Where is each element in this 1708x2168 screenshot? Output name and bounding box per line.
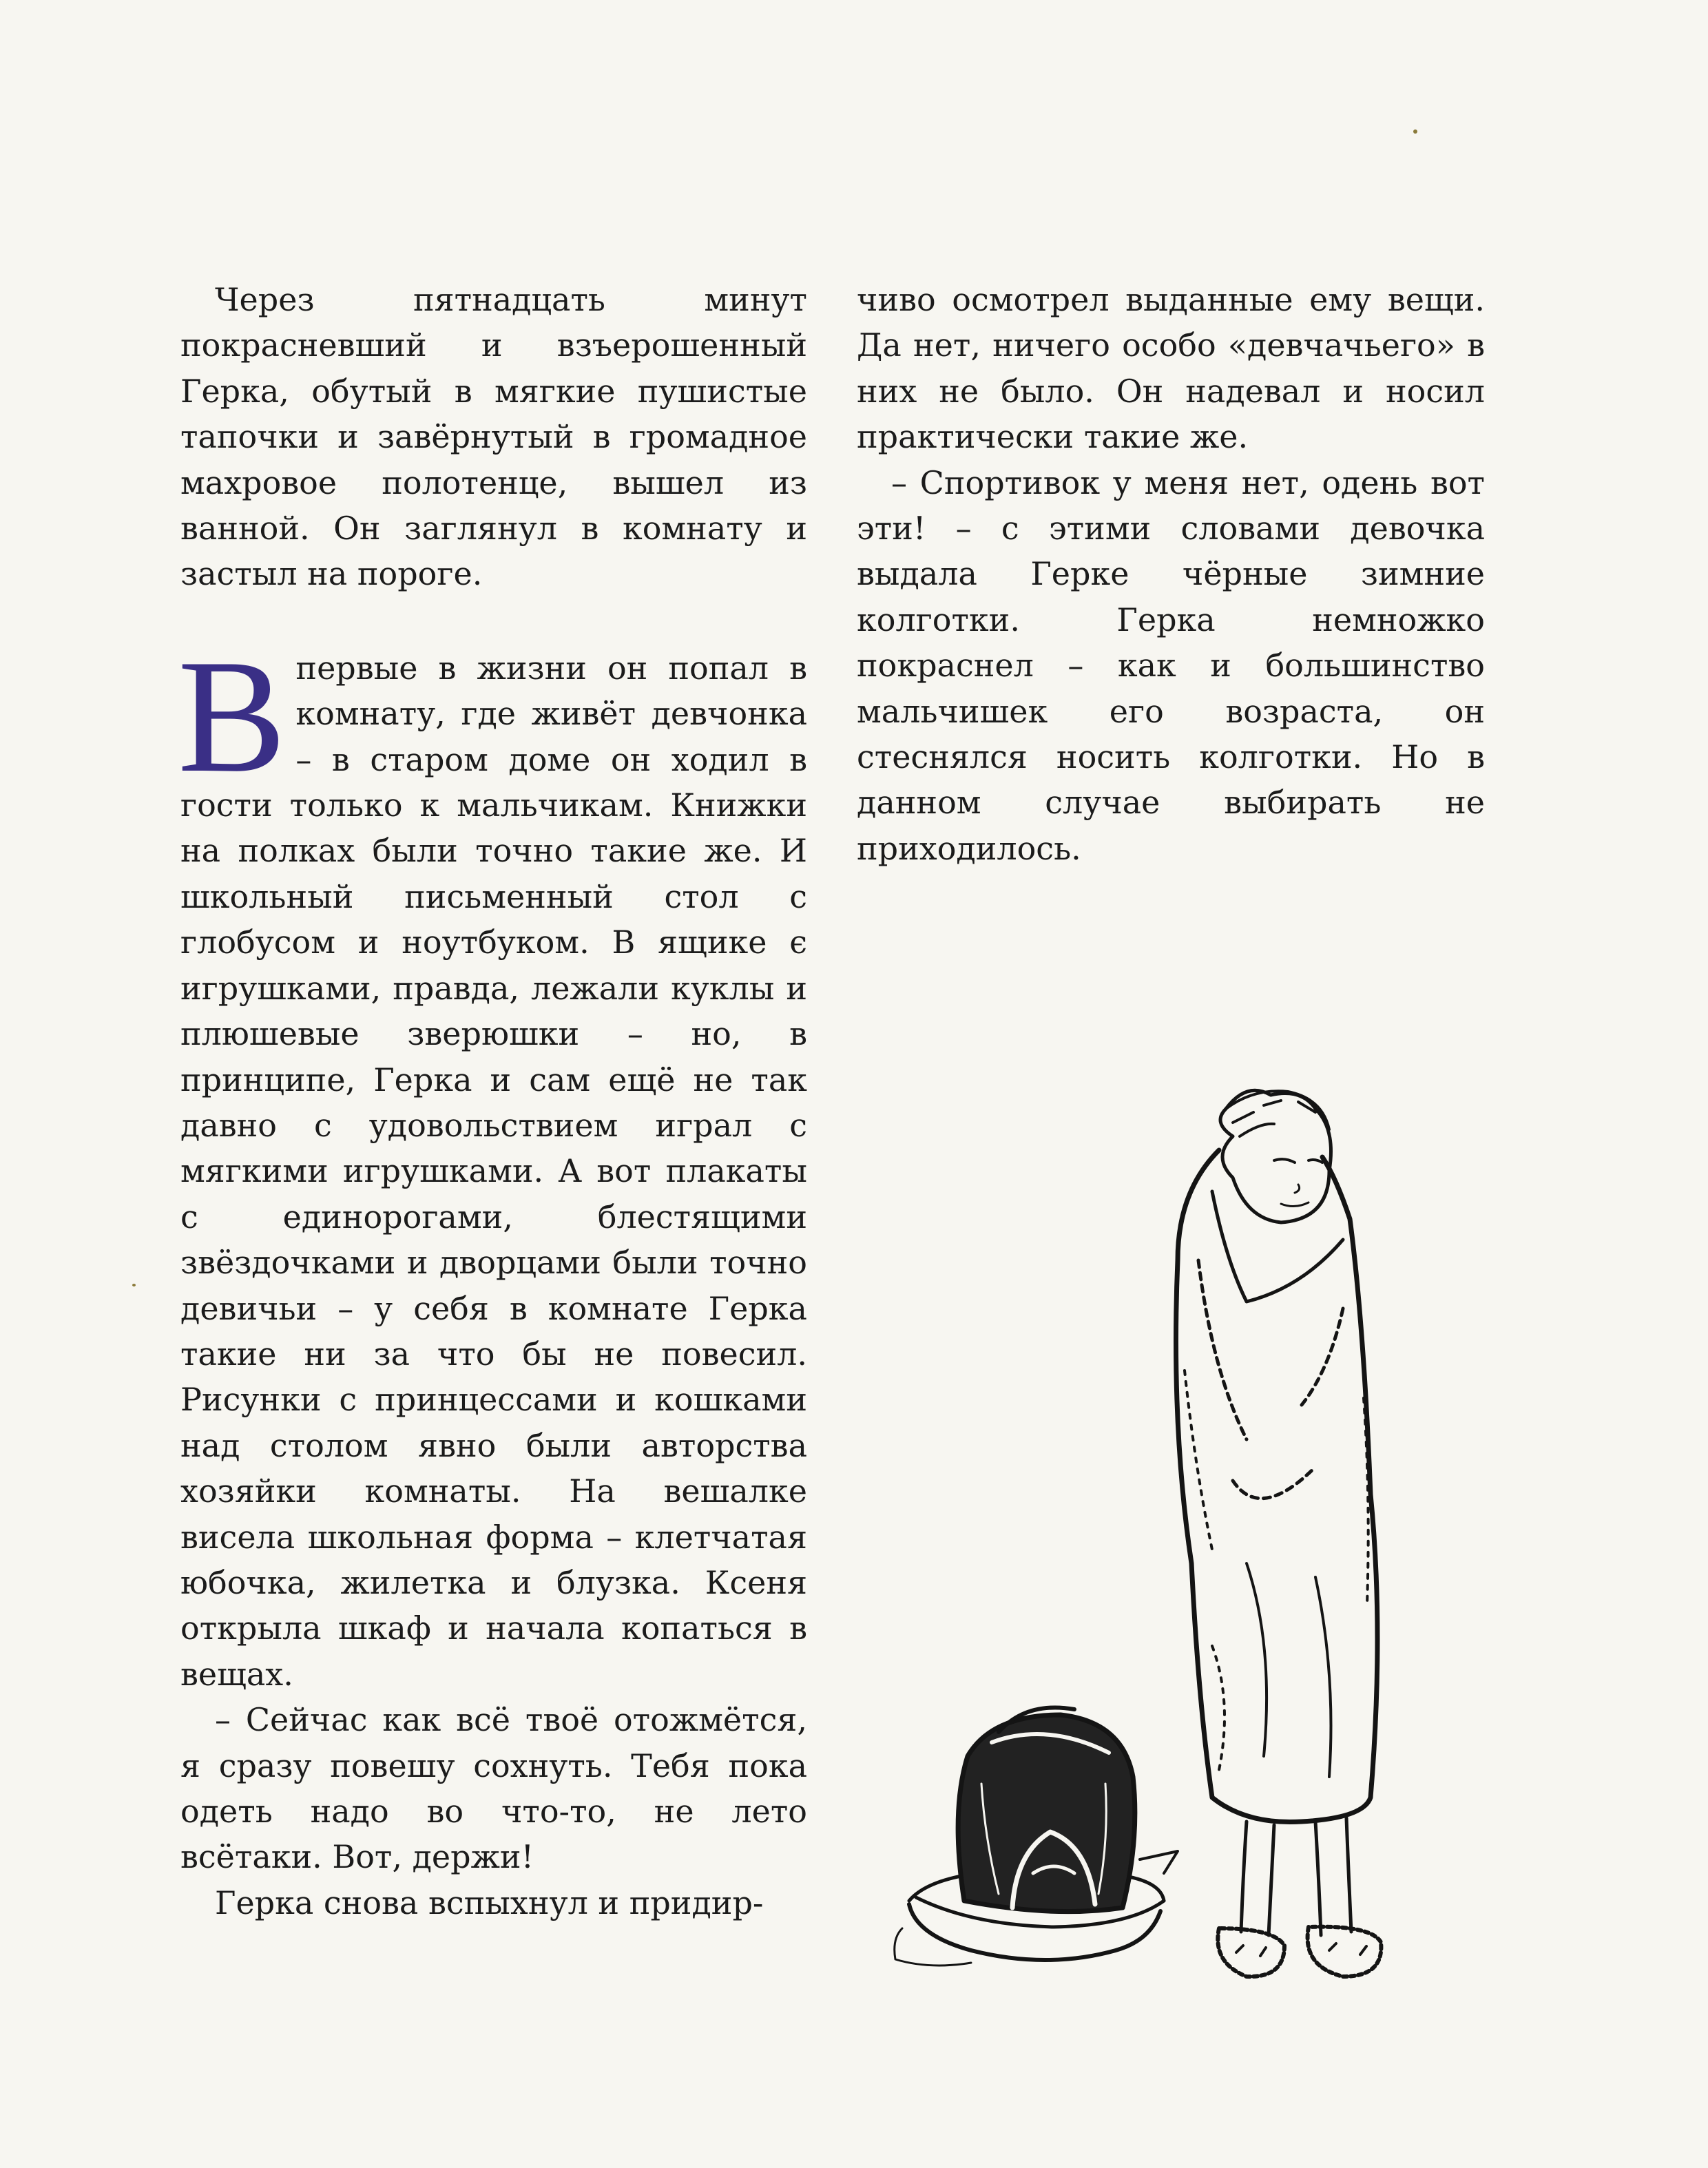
towel-drawing bbox=[1176, 1150, 1378, 1822]
paragraph-3: – Сейчас как всё твоё отожмётся, я сразу повешу сохнуть. Тебя пока одеть надо во что-то, не лето всётаки. Вот, держи! bbox=[180, 1701, 807, 1876]
paragraph-6: – Спортивок у меня нет, одень вот эти! – с этими словами девочка выдала Герке чёрные зимние колготки. Герка немножко покраснел – как и большинство мальчишек его возраста, он стеснялся носить колготки. Но в данном случае выбирать не приходилось. bbox=[857, 463, 1485, 867]
backpack-drawing bbox=[958, 1707, 1135, 1911]
paper-speck bbox=[1413, 129, 1417, 134]
paper-speck bbox=[132, 1284, 136, 1286]
paragraph-1: Через пятнадцать минут покрасневший и взъерошенный Герка, обутый в мягкие пушистые тапочки и завёрнутый в громадное махровое полотенце, вышел из ванной. Он заглянул в комнату и застыл на пороге. bbox=[180, 281, 807, 593]
boy-head-drawing bbox=[1220, 1090, 1331, 1222]
boy-in-towel-illustration bbox=[888, 1081, 1481, 1990]
paragraph-2 bbox=[178, 626, 807, 1697]
left-text-column bbox=[180, 277, 807, 1926]
legs-drawing bbox=[1241, 1818, 1351, 1935]
drop-cap: В bbox=[178, 626, 287, 806]
paragraph-2-text: первые в жизни он попал в комнату, где живёт девчонка – в старом доме он ходил в гости только к мальчикам. Книжки на полках были точно такие же. И школьный письменный стол с глобусом и ноутбуком. В ящике є игрушками, правда, лежали куклы и плюшевые зверюшки – но, в принципе, Герка и сам ещё не так давно с удовольствием играл с мягкими игрушками. А вот плакаты с единорогами, блестящими звёздочками и дворцами были точно девичьи – у себя в комнате Герка такие ни за что бы не повесил. Рисунки с принцессами и кошками над столом явно были авторства хозяйки комнаты. На вешалке висела школьная форма – клетчатая юбочка, жилетка и блузка. Ксеня открыла шкаф и начала копаться в вещах. bbox=[180, 649, 807, 1693]
right-text-column bbox=[857, 277, 1485, 871]
slippers-drawing bbox=[1218, 1927, 1381, 1977]
paragraph-4: Герка снова вспыхнул и придир- bbox=[215, 1884, 764, 1921]
paragraph-5: чиво осмотрел выданные ему вещи. Да нет, ничего особо «девчачьего» в них не было. Он надевал и носил практически такие же. bbox=[857, 281, 1485, 456]
